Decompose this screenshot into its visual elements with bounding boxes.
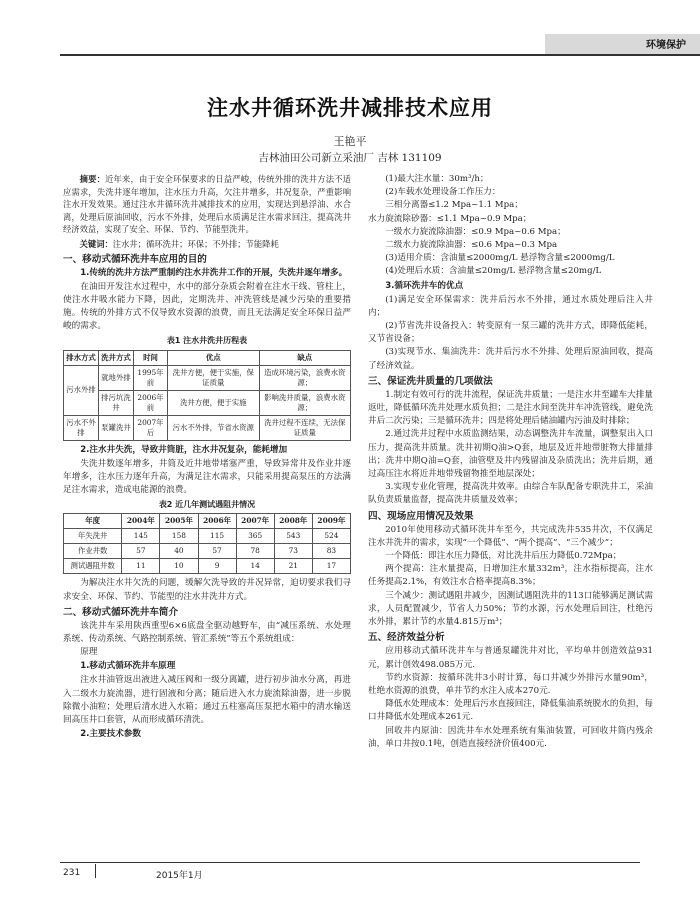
table-cell: 10 [160,559,198,574]
paragraph: (1)最大注水量：30m³/h； [385,174,489,184]
subsection-heading: 2.主要技术参数 [80,729,141,740]
table-cell: 1995年前 [133,365,167,390]
table-cell: 就地外排 [98,365,133,390]
table-cell: 洗井过程不连续，无法保证质量 [259,415,351,440]
table-cell: 测试遇阻井数 [64,559,122,574]
table-cell: 泵罐洗井 [98,415,133,440]
table-header-cell: 2006年 [198,514,236,529]
table-header-cell: 年度 [64,514,122,529]
footer-rule [60,862,640,863]
table-cell: 2007年后 [133,415,167,440]
paragraph: 两个提高：注水量提高，日增加注水量332m³，注水指标提高，注水任务提高2.1%，有效注水合格率提高8.3%； [368,564,653,588]
table-header-cell: 时间 [133,350,167,365]
paragraph: 为解决注水井欠洗的问题，缓解欠洗导致的井况异常，迫切要求我们寻求安全、环保、节约、节能型的注水井洗井方式。 [63,578,351,602]
page-number: 231 [63,868,81,878]
paragraph: 3.实现专业化管理，提高洗井效率。由综合车队配备专职洗井工，采油队负责质量监督，提高洗井质量及效率； [368,482,653,506]
table-cell: 145 [122,529,160,544]
table-row [64,544,351,559]
table-cell: 作业井数 [64,544,122,559]
paragraph: 一个降低：即注水压力降低，对比洗井后压力降低0.72Mpa； [385,551,622,562]
paragraph: 回收井内原油：因洗井车水处理系统有集油装置，可回收井筒内残余油，单口井按0.1吨，创造直接经济价值400元. [368,725,653,749]
table-cell: 115 [198,529,236,544]
table-cell: 40 [160,544,198,559]
subsection-heading: 2.注水井失洗，导致井筒脏，注水井况复杂，能耗增加 [80,444,288,455]
table-cell: 158 [160,529,198,544]
table-cell: 14 [236,559,274,574]
table-header-cell: 洗井方式 [98,350,133,365]
table-caption: 表1 注水井洗井历程表 [166,336,248,346]
abstract [63,173,351,236]
keywords-label: 关键词： [79,238,113,249]
table-cell: 年失洗井 [64,529,122,544]
table-header-row [64,350,351,365]
table-header-cell: 2009年 [312,514,350,529]
table-caption: 表2 近几年测试遇阻井情况 [158,500,256,510]
table-cell: 污水外排 [64,365,99,415]
table-cell: 影响洗井质量，浪费水资源； [259,390,351,415]
table-cell: 11 [122,559,160,574]
page-header [0,34,700,56]
paragraph: 原理 [80,647,98,658]
table-row [64,365,351,390]
issue-date: 2015年1月 [156,871,203,881]
author: 王艳平 [333,135,367,148]
paragraph: (2)车载水处理设备工作压力： [385,187,501,198]
affiliation: 吉林油田公司新立采油厂 吉林 131109 [258,152,442,164]
right-column [368,173,653,751]
section-heading: 四、现场应用情况及效果 [368,510,474,522]
paragraph: 注水井油管返出液进入减压阀和一级分离罐，进行初步油水分离，再进入二级水力旋流器，进行固液和分离；随后进入水力旋流除油器，进一步脱除微小油粒；处理后清水进入水箱；通过五柱塞高压泵把水箱中的清水输送回高压井口套管，从而形成循环清洗。 [63,675,351,726]
table-header-cell: 2007年 [236,514,274,529]
footer-divider [95,864,96,878]
table-header-cell: 优点 [168,350,259,365]
subsection-heading: 3.循环洗井车的优点 [385,280,464,291]
page-footer [0,862,700,882]
paragraph: 节约水资源：按循环洗井3小时计算，每口井减少外排污水量90m³，杜绝水资源的浪费，单井节约水注入成本270元. [368,672,653,696]
table-cell: 17 [312,559,350,574]
abstract-label: 摘要： [79,174,106,184]
paragraph: 一级水力旋流除油器：≤0.9 Mpa~0.6 Mpa； [385,226,566,237]
section-label: 环境保护 [646,40,686,51]
paragraph: (3)适用介质：含油量≤2000mg/L 悬浮物含量≤2000mg/L [385,253,615,264]
table-header-cell: 2005年 [160,514,198,529]
header-rule [60,54,700,56]
table-cell: 9 [198,559,236,574]
paragraph: 在油田开发注水过程中，水中的部分杂质会附着在注水干线、管柱上，使注水井吸水能力下降，因此，定期洗井、冲洗管线是减少污染的重要措施。传统的外排方式不仅导致水资源的浪费，而且无法满足安全环保日益严峻的需求。 [63,281,351,332]
table-test-blocked-wells [63,513,351,574]
paragraph: 降低水处理成本：处理后污水直接回注，降低集油系统脱水的负担，每口井降低水处理成本261元. [368,699,653,723]
table-header-cell: 缺点 [259,350,351,365]
table-cell: 21 [274,559,312,574]
paragraph: 2010年使用移动式循环洗井车至今，共完成洗井535井次，不仅满足注水井洗井的需求，实现“一个降低”、“两个提高”、“三个减少”； [368,524,653,548]
paragraph: 三个减少：测试遇阻井减少，因测试遇阻洗井的113口能够满足测试需求，人员配置减少，节省人力50%；节约水源，污水处理后回注，杜绝污水外排，累计节约水量4.815万m³； [368,590,653,628]
paragraph: (2)节省洗井设备投入：转变原有一泵三罐的洗井方式，即降低能耗，又节省设备； [368,321,653,345]
paragraph: 1.制定有效可行的洗井流程，保证洗井质量；一是注水井至罐车大排量返吐，降低循环洗井处理水质负担；二是注水间至洗井车冲洗管线，避免洗井后二次污染；三是循环洗井；四是将处理后储油罐内污油及时排除； [368,389,653,427]
table-cell: 污水不外排，节省水资源 [168,415,259,440]
table-wash-history [63,350,351,441]
article-title: 注水井循环洗井减排技术应用 [207,96,493,120]
table-cell: 365 [236,529,274,544]
table-cell: 73 [274,544,312,559]
paragraph: 应用移动式循环洗井车与普通泵罐洗井对比，平均单井创造效益931元，累计创效498.085万元. [368,646,653,670]
paragraph: 2.通过洗井过程中水质监测结果，动态调整洗井车流量，调整泵出入口压力，提高洗井质量。洗井初期Q油>Q套，地层及近井地带脏物大排量排出；洗井中期Q油=Q套，油管壁及井内残留油及杂质洗出；洗井后期，通过高压注水将近井地带残留物推至地层深处； [368,429,653,480]
table-header-cell: 2004年 [122,514,160,529]
table-cell: 78 [236,544,274,559]
table-row [64,529,351,544]
keywords [63,238,351,251]
subsection-heading: 1.传统的洗井方法严重制约注水井洗井工作的开展，失洗井逐年增多。 [80,267,348,278]
table-cell: 洗井方便，便于实施，保证质量 [168,365,259,390]
table-row [64,390,351,415]
table-cell: 57 [122,544,160,559]
section-heading: 五、经济效益分析 [368,632,445,644]
table-header-row [64,514,351,529]
table-header-cell: 2008年 [274,514,312,529]
left-column [63,173,351,742]
table-cell: 543 [274,529,312,544]
paragraph: 水力旋流除砂器：≤1.1 Mpa~0.9 Mpa； [368,213,532,224]
section-heading: 二、移动式循环洗井车简介 [63,606,179,618]
table-row [64,415,351,440]
paragraph: 二级水力旋流除油器：≤0.6 Mpa~0.3 Mpa [385,240,558,251]
table-cell: 524 [312,529,350,544]
table-row [64,559,351,574]
table-cell: 2006年前 [133,390,167,415]
table-cell: 57 [198,544,236,559]
table-cell: 洗井方便，便于实施 [168,390,259,415]
table-cell: 污水不外排 [64,415,99,440]
table-cell: 排污坑洗井 [98,390,133,415]
section-heading: 三、保证洗井质量的几项做法 [368,375,493,387]
paragraph: (4)处理后水质：含油量≤20mg/L 悬浮物含量≤20mg/L [385,266,602,277]
table-header-cell: 排水方式 [64,350,99,365]
paragraph: 该洗井车采用陕西重型6×6底盘全驱动越野车，由“减压系统、水处理系统、传动系统、气路控制系统、管汇系统”等五个系统组成： [63,620,351,644]
paragraph: (1)满足安全环保需求：洗井后污水不外排，通过水质处理后注入井内； [368,294,653,318]
table-cell: 造成环境污染，浪费水资源； [259,365,351,390]
paragraph: 三相分离器≤1.2 Mpa~1.1 Mpa； [385,200,523,211]
paragraph: 失洗井数逐年增多，井筒及近井地带堵塞严重，导致异常井及作业井逐年增多，注水压力逐年升高，为满足注水需求，只能采用提高泵压的方法满足注水需求，造成电能源的浪费。 [63,458,351,495]
keywords-text: 注水井；循环洗井；环保；不外排；节能降耗 [112,238,279,249]
table-cell: 83 [312,544,350,559]
paragraph: (3)实现节水、集油洗井：洗井后污水不外排、处理后原油回收，提高了经济效益。 [368,347,653,371]
section-heading: 一、移动式循环洗井车应用的目的 [63,253,207,265]
abstract-text: 近年来，由于安全环保要求的日益严峻，传统外排的洗井方法不适应需求，失洗井逐年增加，注水压力升高，欠注井增多，井况复杂，严重影响注水开发效果。通过注水井循环洗井减排技术的应用，实现达到悬浮油、水合离，处理后原油回收，污水不外排，处理后水质满足注水需求回注，提高洗井经济效益，实现了安全、环保、节约、节能型洗井。 [63,174,351,235]
subsection-heading: 1.移动式循环洗井车原理 [80,661,176,672]
